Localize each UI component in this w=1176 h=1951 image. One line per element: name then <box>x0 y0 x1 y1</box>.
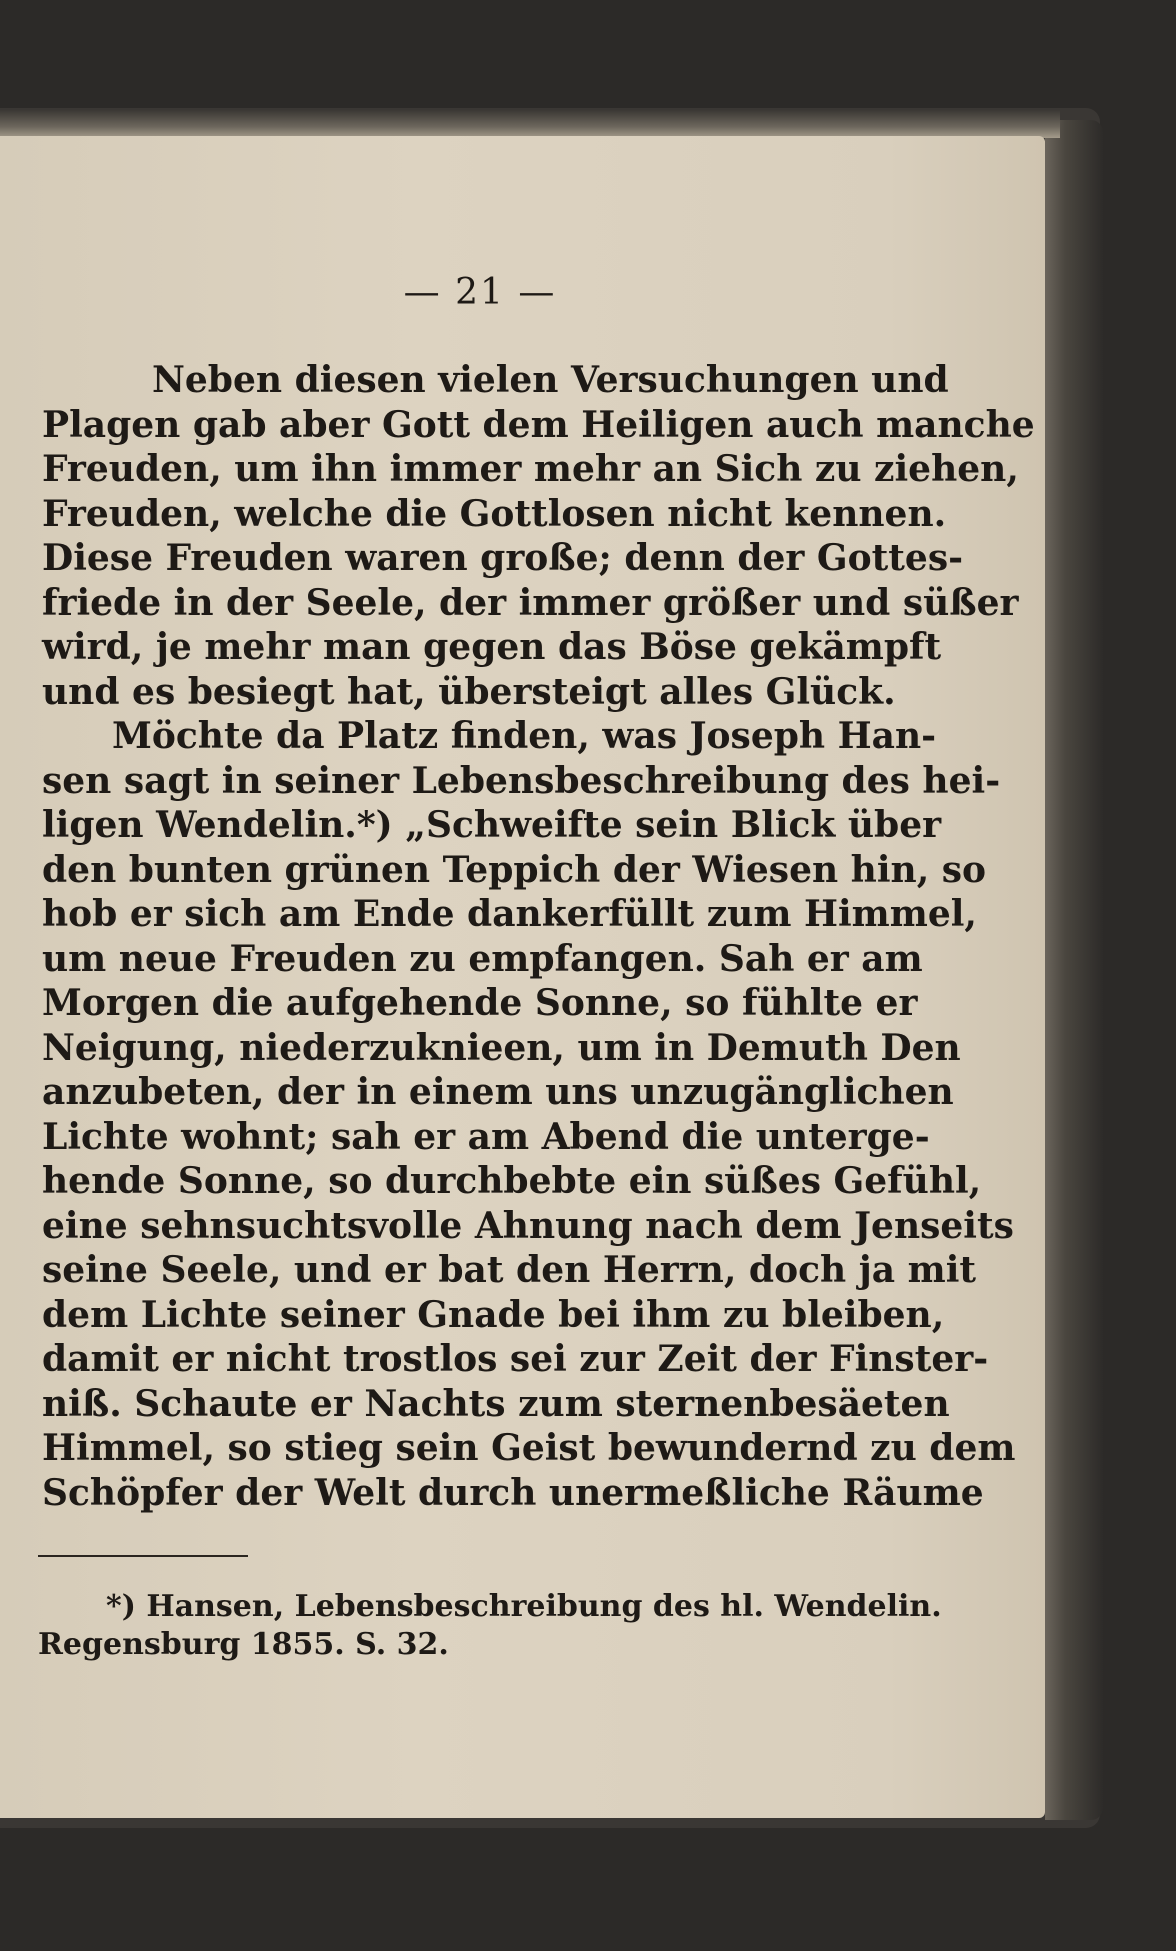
text-line: Neigung, niederzuknieen, um in Demuth Den <box>42 1026 961 1069</box>
text-line: dem Lichte seiner Gnade bei ihm zu bleiben, <box>42 1293 945 1336</box>
text-line: niß. Schaute er Nachts zum sternenbesäeten <box>42 1382 950 1425</box>
text-line: wird, je mehr man gegen das Böse gekämpft <box>42 626 942 668</box>
footnote <box>38 1588 942 1664</box>
text-line: Möchte da Platz finden, was Joseph Han- <box>112 715 937 757</box>
text-line: seine Seele, und er bat den Herrn, doch ja mit <box>42 1249 976 1291</box>
page-edge <box>1045 120 1103 1820</box>
text-line: den bunten grünen Teppich der Wiesen hin, so <box>42 848 987 891</box>
text-line: Diese Freuden waren große; denn der Gottes- <box>42 537 964 579</box>
text-line: und es besiegt hat, übersteigt alles Glück. <box>42 670 896 713</box>
text-line: Himmel, so stieg sein Geist bewundernd zu dem <box>42 1427 1016 1469</box>
text-line: Plagen gab aber Gott dem Heiligen auch manche <box>42 403 1035 446</box>
text-line: Neben diesen vielen Versuchungen und <box>152 359 949 401</box>
footnote-line: Regensburg 1855. S. 32. <box>38 1627 449 1662</box>
text-line: Freuden, welche die Gottlosen nicht kennen. <box>42 492 947 535</box>
text-line: eine sehnsuchtsvolle Ahnung nach dem Jenseits <box>42 1204 1014 1247</box>
book-top-edge <box>0 110 1060 138</box>
text-line: hende Sonne, so durchbebte ein süßes Gefühl, <box>42 1160 982 1202</box>
text-line: Morgen die aufgehende Sonne, so fühlte er <box>42 982 918 1024</box>
footnote-divider <box>38 1555 248 1557</box>
text-line: um neue Freuden zu empfangen. Sah er am <box>42 937 923 980</box>
text-line: Schöpfer der Welt durch unermeßliche Räume <box>42 1471 984 1514</box>
body-text <box>42 358 1035 1515</box>
text-line: sen sagt in seiner Lebensbeschreibung des hei- <box>42 759 1001 802</box>
text-line: anzubeten, der in einem uns unzugänglichen <box>42 1071 954 1113</box>
footnote-line: *) Hansen, Lebensbeschreibung des hl. Wendelin. <box>106 1589 942 1624</box>
text-line: ligen Wendelin.*) „Schweifte sein Blick über <box>42 804 942 846</box>
text-line: Lichte wohnt; sah er am Abend die unterge- <box>42 1115 930 1158</box>
text-line: friede in der Seele, der immer größer und süßer <box>42 581 1019 624</box>
text-line: damit er nicht trostlos sei zur Zeit der Finster- <box>42 1338 989 1380</box>
page-number: — 21 — <box>403 272 557 313</box>
text-line: Freuden, um ihn immer mehr an Sich zu ziehen, <box>42 448 1019 490</box>
text-line: hob er sich am Ende dankerfüllt zum Himmel, <box>42 893 977 935</box>
